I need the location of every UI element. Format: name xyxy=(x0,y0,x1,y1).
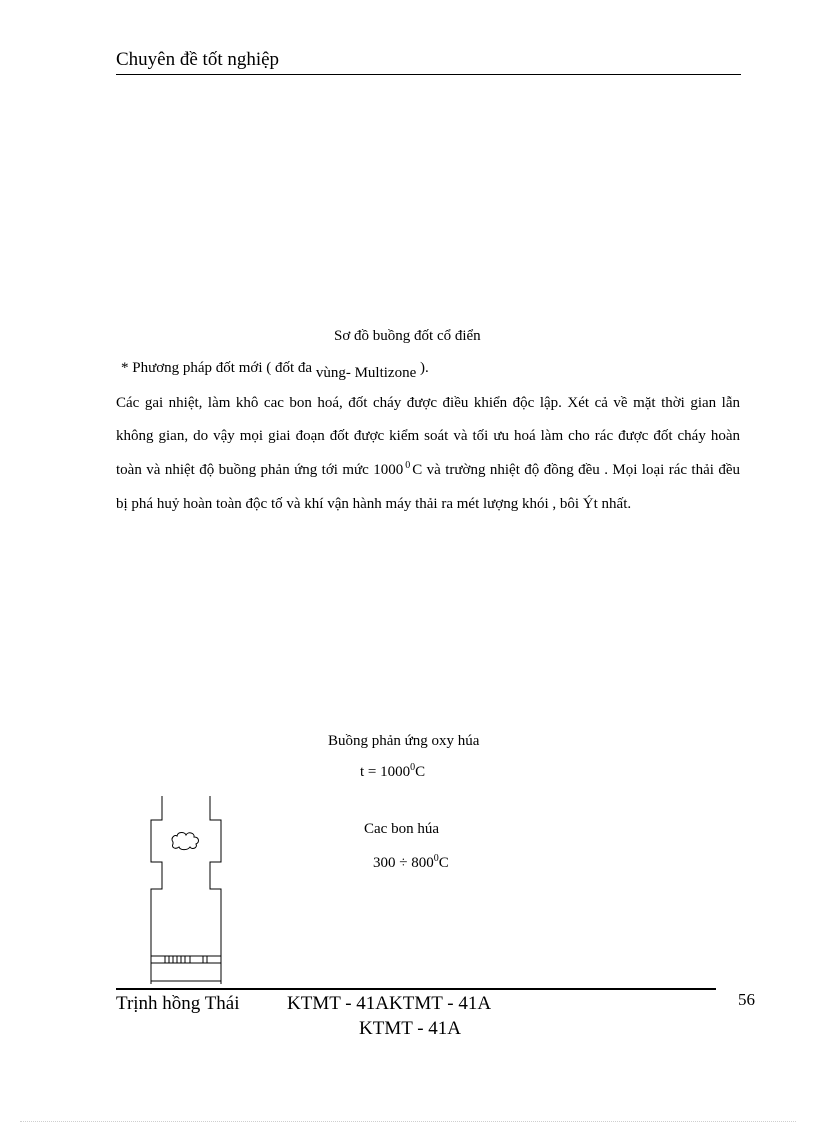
carbon-label: Cac bon húa xyxy=(364,821,439,837)
flame-icon xyxy=(172,833,198,850)
footer-class-line2: KTMT - 41A xyxy=(359,1018,462,1039)
carbon-temp-sup: 0 xyxy=(433,853,439,864)
carbon-temperature xyxy=(373,855,449,872)
figure-caption: Sơ đồ buồng đốt cổ điển xyxy=(334,328,481,344)
method-tail: ). xyxy=(419,360,429,376)
chamber-label: Buồng phản ứng oxy húa xyxy=(328,733,480,749)
footer-class-line1: KTMT - 41AKTMT - 41A xyxy=(287,993,492,1014)
carbon-temp-unit: C xyxy=(438,855,449,871)
body-text-1: Các gai nhiệt, làm khô cac bon hoá, đốt cháy được điều khiển độc lập. Xét cả về mặt thời gian lẫn không gian, do vậy mọi giai đoạn đốt được kiểm soát và tối ưu hoá làm cho rác được đốt cháy hoàn toàn và nhiệt độ buồng phản ứng tới mức 1000 xyxy=(116,395,740,478)
degree-superscript: 0 xyxy=(405,459,411,471)
chamber-temp-unit: C xyxy=(415,764,426,780)
carbon-temp-value: 300 ÷ 800 xyxy=(373,855,434,871)
header-title: Chuyên đề tốt nghiệp xyxy=(116,49,280,70)
page-number: 56 xyxy=(738,990,755,1009)
chamber-temp-sup: 0 xyxy=(410,762,416,773)
combustion-chamber-diagram xyxy=(140,792,230,984)
footer-rule xyxy=(116,988,716,990)
header-rule xyxy=(116,74,741,75)
method-lead: * Phương pháp đốt mới ( đốt đa xyxy=(121,360,313,376)
method-sub: vùng- Multizone xyxy=(315,365,417,381)
chamber-temperature xyxy=(360,764,425,781)
body-paragraph xyxy=(116,387,740,522)
chamber-temp-value: t = 1000 xyxy=(360,764,411,780)
footer-author: Trịnh hồng Thái xyxy=(116,993,240,1014)
page-edge-divider xyxy=(20,1121,796,1122)
body-text-2: C và trường nhiệt độ đồng đều . Mọi loại rác thải đều bị phá huỷ hoàn toàn độc tố và khí vận hành máy thải ra mét lượng khói , bôi Ýt nhất. xyxy=(116,461,740,513)
method-heading xyxy=(121,360,429,381)
